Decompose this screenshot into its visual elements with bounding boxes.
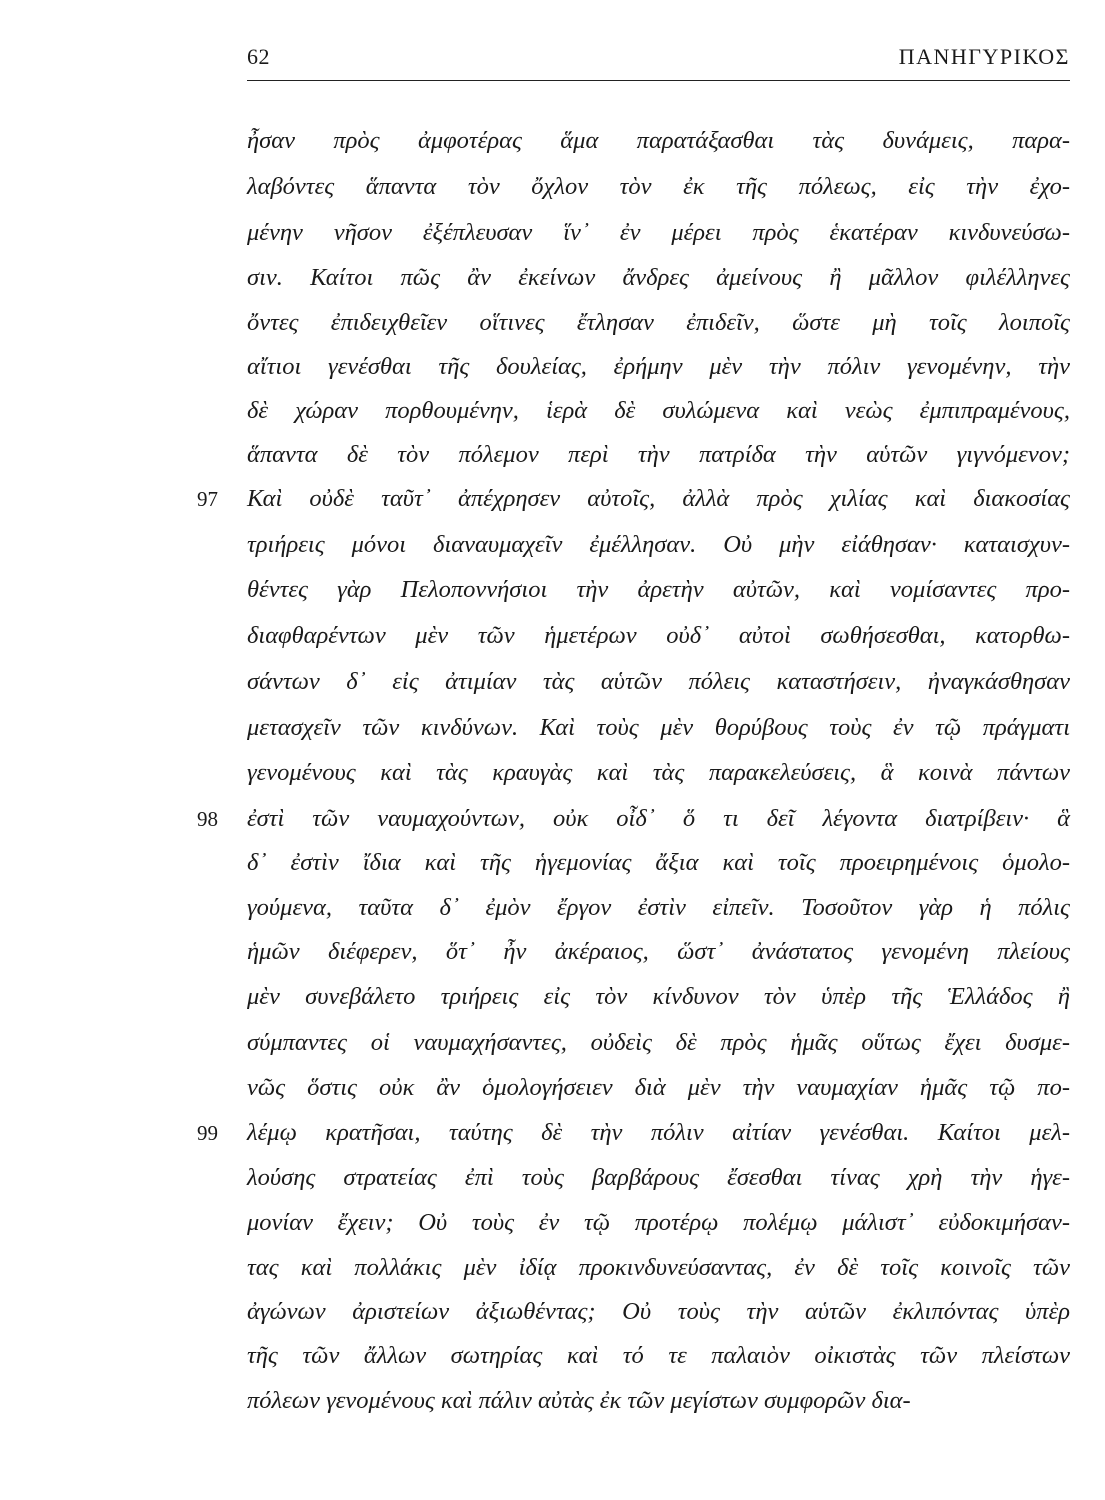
text-line: μετασχεῖν τῶν κινδύνων. Καὶ τοὺς μὲν θορύβους τοὺς ἐν τῷ πράγματι [247, 714, 1070, 741]
text-line: μὲν συνεβάλετο τριήρεις εἰς τὸν κίνδυνον τὸν ὑπὲρ τῆς Ἑλλάδος ἢ [247, 983, 1070, 1010]
text-line: μένην νῆσον ἐξέπλευσαν ἵν᾽ ἐν μέρει πρὸς ἑκατέραν κινδυνεύσω- [247, 219, 1070, 246]
text-line: λέμῳ κρατῆσαι, ταύτης δὲ τὴν πόλιν αἰτίαν γενέσθαι. Καίτοι μελ- [247, 1119, 1070, 1146]
section-number-97: 97 [197, 487, 218, 511]
text-line: δ᾽ ἐστὶν ἴδια καὶ τῆς ἡγεμονίας ἄξια καὶ τοῖς προειρημένοις ὁμολο- [247, 849, 1070, 876]
text-line: μονίαν ἔχειν; Οὐ τοὺς ἐν τῷ προτέρῳ πολέμῳ μάλιστ᾽ εὐδοκιμήσαν- [247, 1209, 1070, 1236]
text-line: ὄντες ἐπιδειχθεῖεν οἵτινες ἔτλησαν ἐπιδεῖν, ὥστε μὴ τοῖς λοιποῖς [247, 309, 1070, 336]
text-line: τριήρεις μόνοι διαναυμαχεῖν ἐμέλλησαν. Οὐ μὴν εἰάθησαν· καταισχυν- [247, 531, 1070, 558]
text-line: ἅπαντα δὲ τὸν πόλεμον περὶ τὴν πατρίδα τὴν αὑτῶν γιγνόμενον; [247, 441, 1070, 468]
text-line: ἐστὶ τῶν ναυμαχούντων, οὐκ οἶδ᾽ ὅ τι δεῖ λέγοντα διατρίβειν· ἃ [247, 805, 1070, 832]
text-line: τας καὶ πολλάκις μὲν ἰδίᾳ προκινδυνεύσαντας, ἐν δὲ τοῖς κοινοῖς τῶν [247, 1254, 1070, 1281]
text-line: σάντων δ᾽ εἰς ἀτιμίαν τὰς αὑτῶν πόλεις καταστήσειν, ἠναγκάσθησαν [247, 668, 1070, 695]
text-line: λαβόντες ἅπαντα τὸν ὄχλον τὸν ἐκ τῆς πόλεως, εἰς τὴν ἐχο- [247, 173, 1070, 200]
text-line: δὲ χώραν πορθουμένην, ἱερὰ δὲ συλώμενα καὶ νεὼς ἐμπιπραμένους, [247, 397, 1070, 424]
text-line: διαφθαρέντων μὲν τῶν ἡμετέρων οὐδ᾽ αὐτοὶ σωθήσεσθαι, κατορθω- [247, 622, 1070, 649]
text-line: πόλεων γενομένους καὶ πάλιν αὐτὰς ἐκ τῶν μεγίστων συμφορῶν δια- [247, 1387, 911, 1414]
text-line: ἀγώνων ἀριστείων ἀξιωθέντας; Οὐ τοὺς τὴν αὑτῶν ἐκλιπόντας ὑπὲρ [247, 1298, 1070, 1325]
text-line: Καὶ οὐδὲ ταῦτ᾽ ἀπέχρησεν αὐτοῖς, ἀλλὰ πρὸς χιλίας καὶ διακοσίας [247, 485, 1070, 512]
text-line: γενομένους καὶ τὰς κραυγὰς καὶ τὰς παρακελεύσεις, ἃ κοινὰ πάντων [247, 759, 1070, 786]
text-line: αἴτιοι γενέσθαι τῆς δουλείας, ἐρήμην μὲν τὴν πόλιν γενομένην, τὴν [247, 353, 1070, 380]
text-line: λούσης στρατείας ἐπὶ τοὺς βαρβάρους ἔσεσθαι τίνας χρὴ τὴν ἡγε- [247, 1164, 1070, 1191]
section-number-98: 98 [197, 807, 218, 831]
text-line: σύμπαντες οἱ ναυμαχήσαντες, οὐδεὶς δὲ πρὸς ἡμᾶς οὕτως ἔχει δυσμε- [247, 1029, 1070, 1056]
text-line: σιν. Καίτοι πῶς ἂν ἐκείνων ἄνδρες ἀμείνους ἢ μᾶλλον φιλέλληνες [247, 264, 1070, 291]
text-line: τῆς τῶν ἄλλων σωτηρίας καὶ τό τε παλαιὸν οἰκιστὰς τῶν πλείστων [247, 1342, 1070, 1369]
running-title: ΠΑΝΗΓΥΡΙΚΟΣ [898, 44, 1070, 69]
section-number-99: 99 [197, 1121, 218, 1145]
text-line: θέντες γὰρ Πελοποννήσιοι τὴν ἀρετὴν αὐτῶν, καὶ νομίσαντες προ- [247, 576, 1070, 603]
page-number: 62 [247, 44, 270, 69]
text-line: ἦσαν πρὸς ἀμφοτέρας ἅμα παρατάξασθαι τὰς δυνάμεις, παρα- [247, 127, 1070, 154]
text-line: ἡμῶν διέφερεν, ὅτ᾽ ἦν ἀκέραιος, ὥστ᾽ ἀνάστατος γενομένη πλείους [247, 938, 1070, 965]
text-line: νῶς ὅστις οὐκ ἂν ὁμολογήσειεν διὰ μὲν τὴν ναυμαχίαν ἡμᾶς τῷ πο- [247, 1074, 1070, 1101]
text-line: γούμενα, ταῦτα δ᾽ ἐμὸν ἔργον ἐστὶν εἰπεῖν. Τοσοῦτον γὰρ ἡ πόλις [247, 894, 1070, 921]
